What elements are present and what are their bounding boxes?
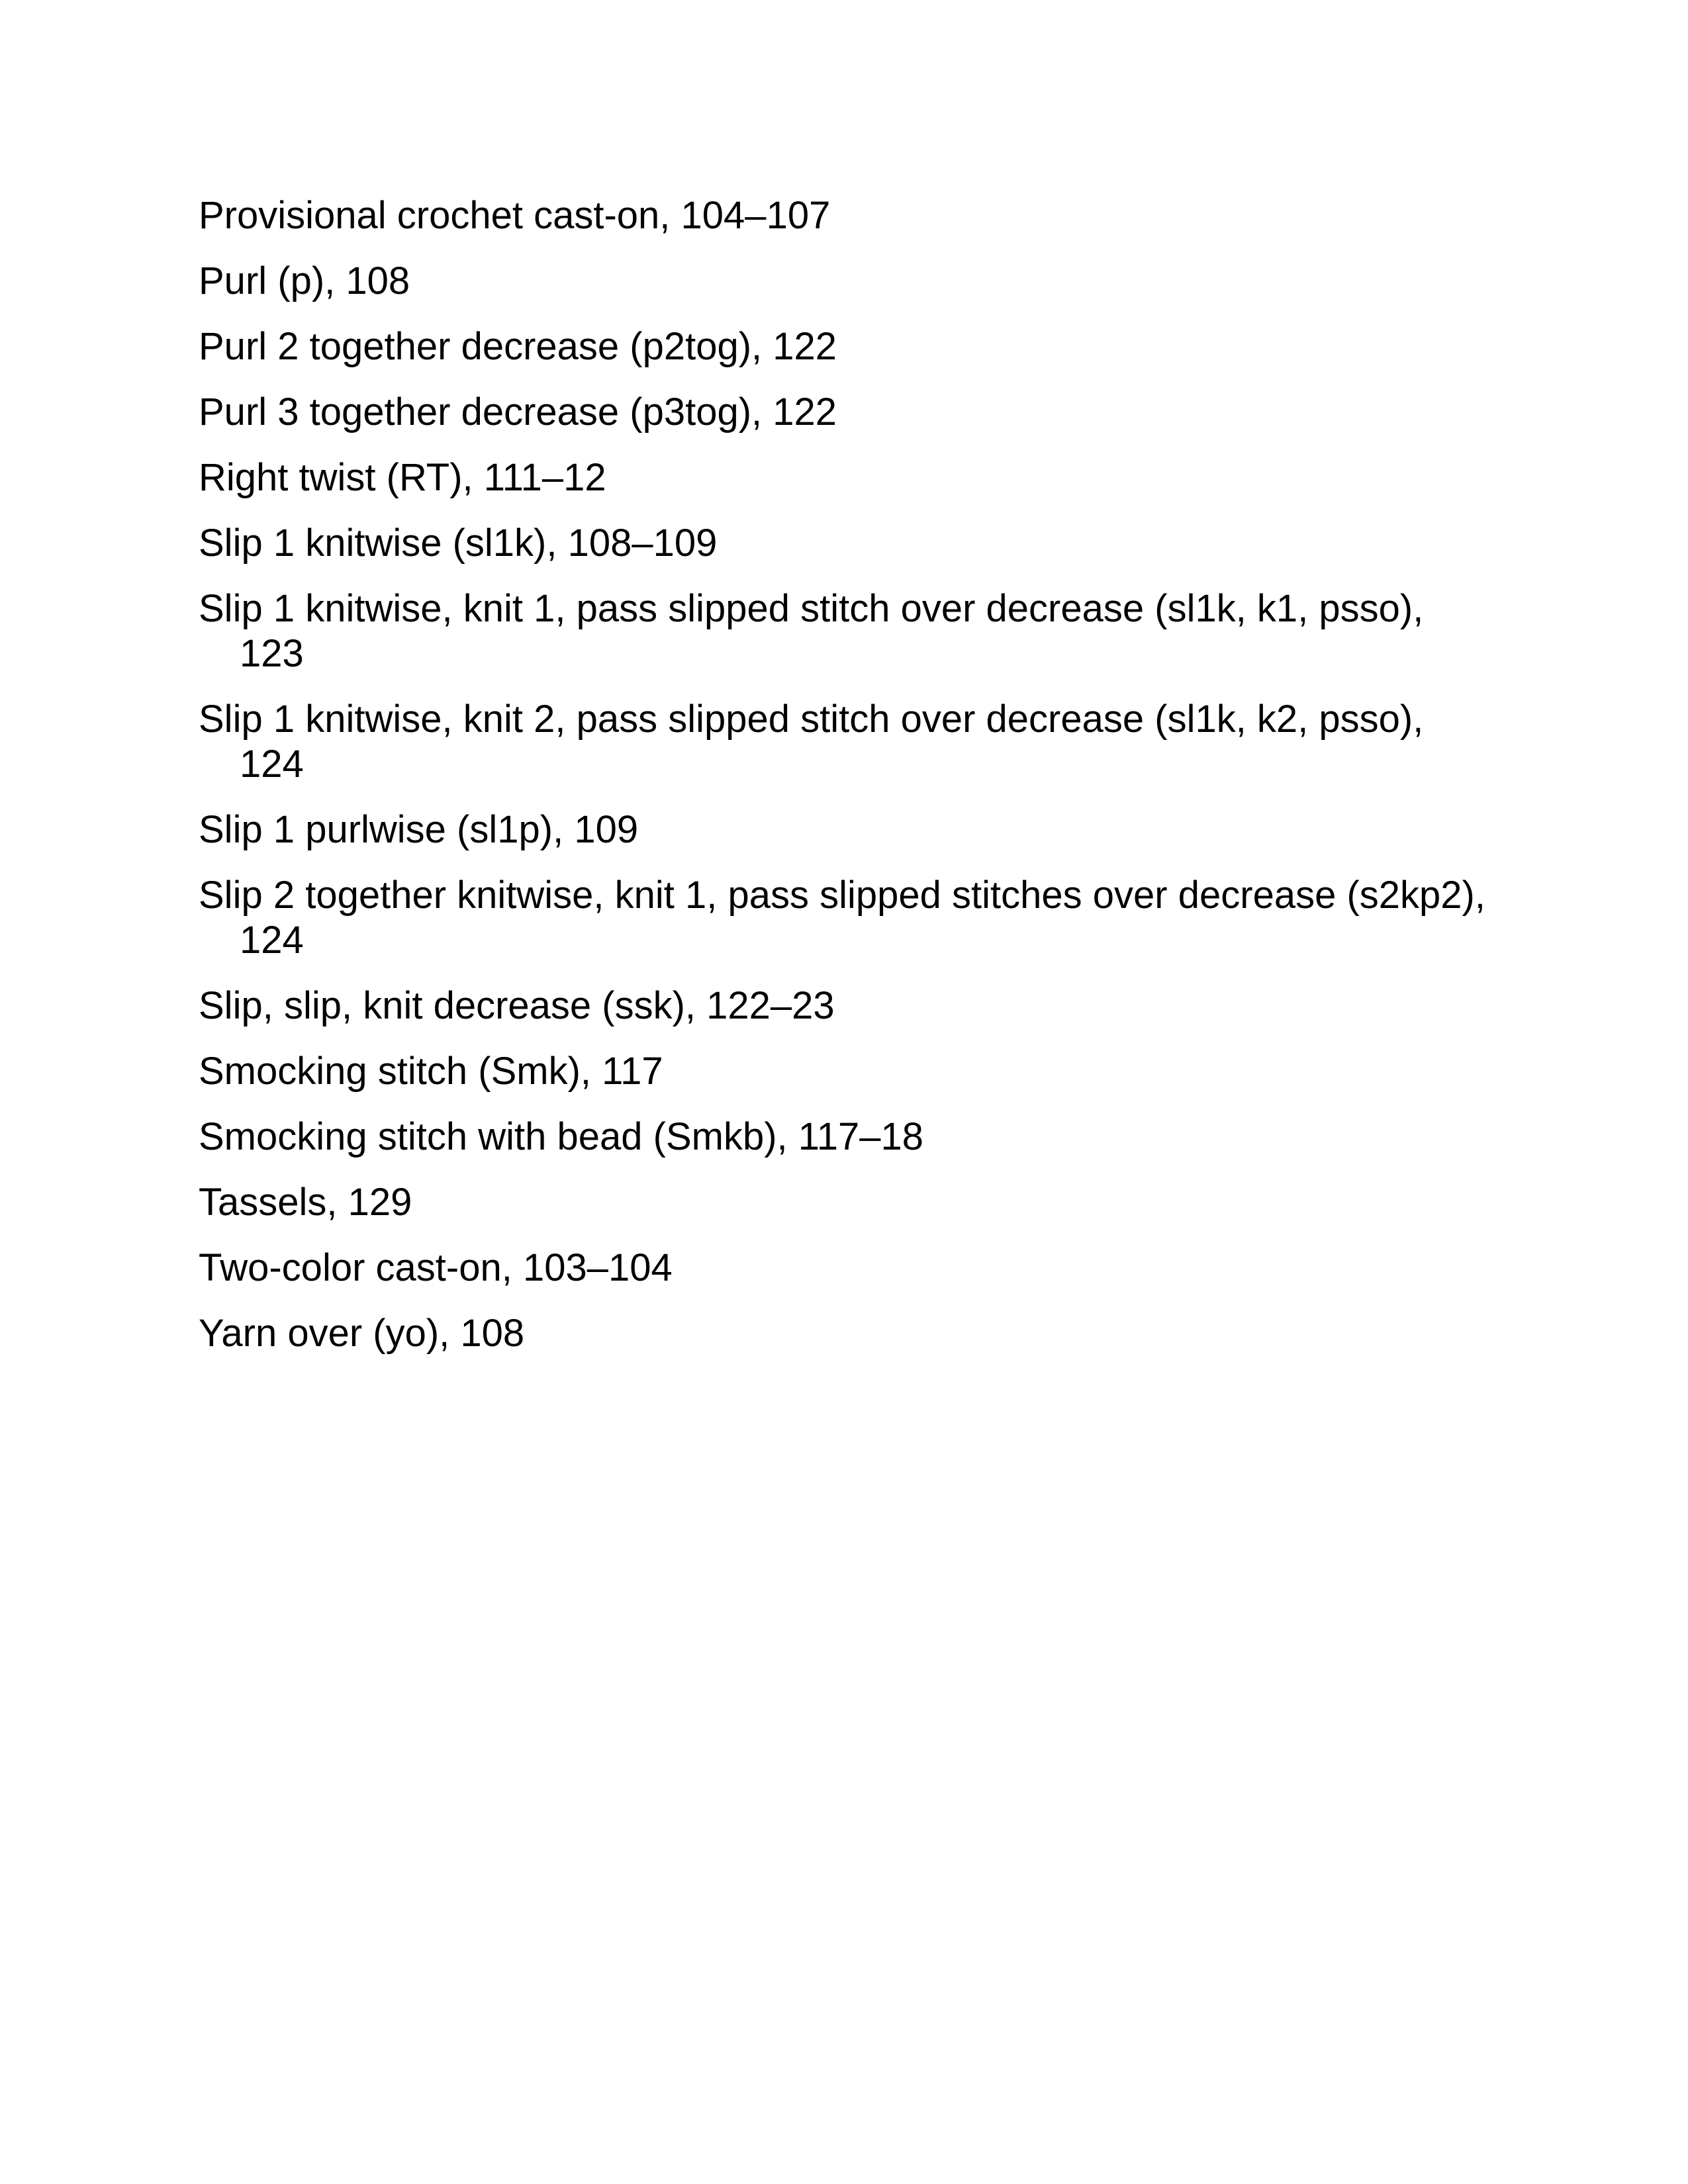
index-entry: Provisional crochet cast-on, 104–107 bbox=[199, 194, 831, 237]
index-entry: Slip 2 together knitwise, knit 1, pass slipped stitches over decrease (s2kp2), 124 bbox=[199, 874, 1485, 962]
index-entry: Slip 1 knitwise, knit 1, pass slipped stitch over decrease (sl1k, k1, psso), 123 bbox=[199, 587, 1424, 675]
index-entry: Tassels, 129 bbox=[199, 1181, 412, 1224]
index-list bbox=[199, 193, 1489, 1377]
index-entry: Slip, slip, knit decrease (ssk), 122–23 bbox=[199, 984, 835, 1027]
index-entry: Slip 1 knitwise (sl1k), 108–109 bbox=[199, 522, 718, 565]
index-entry: Slip 1 knitwise, knit 2, pass slipped stitch over decrease (sl1k, k2, psso), 124 bbox=[199, 698, 1424, 786]
index-entry: Slip 1 purlwise (sl1p), 109 bbox=[199, 808, 639, 851]
index-entry: Purl (p), 108 bbox=[199, 259, 410, 302]
index-entry: Smocking stitch with bead (Smkb), 117–18 bbox=[199, 1115, 924, 1158]
index-entry: Purl 3 together decrease (p3tog), 122 bbox=[199, 390, 837, 433]
index-entry: Smocking stitch (Smk), 117 bbox=[199, 1050, 663, 1093]
index-entry: Purl 2 together decrease (p2tog), 122 bbox=[199, 325, 837, 368]
index-entry: Yarn over (yo), 108 bbox=[199, 1312, 525, 1355]
index-entry: Two-color cast-on, 103–104 bbox=[199, 1246, 673, 1289]
index-entry: Right twist (RT), 111–12 bbox=[199, 456, 606, 499]
